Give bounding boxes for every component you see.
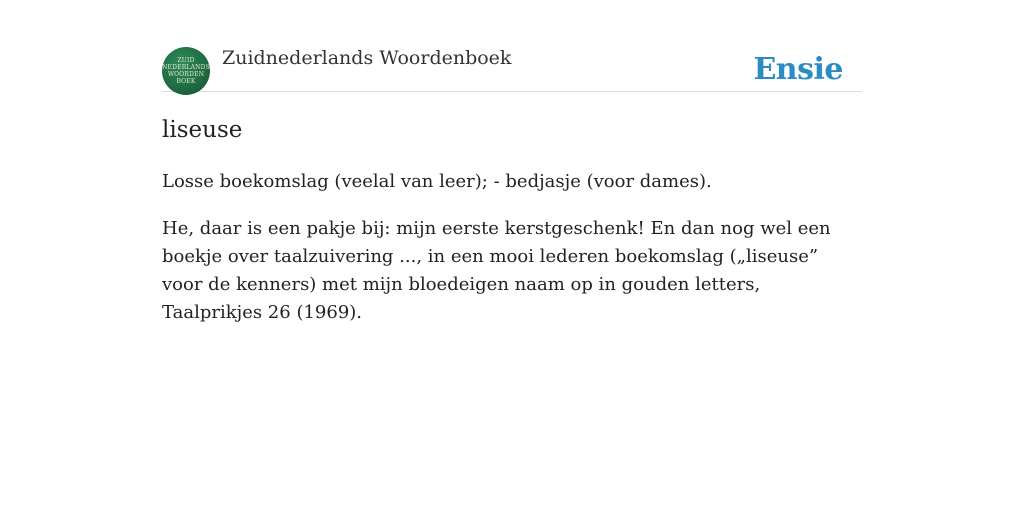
dictionary-logo[interactable] (162, 47, 210, 95)
logo-text-line: WOORDEN (167, 71, 205, 78)
ensie-brand-logo[interactable]: Ensie (753, 52, 843, 87)
logo-text-line: ZUID (177, 57, 195, 64)
logo-text-line: BOEK (176, 78, 196, 85)
entry-definition: Losse boekomslag (veelal van leer); - bedjasje (voor dames). (162, 171, 712, 192)
logo-text-line: NEDERLANDS (162, 64, 210, 71)
source-title-link[interactable]: Zuidnederlands Woordenboek (222, 47, 512, 69)
source-header (162, 46, 862, 92)
entry-example-quote: He, daar is een pakje bij: mijn eerste kerstgeschenk! En dan nog wel een boekje over taalzuivering ..., in een mooi lederen boekomslag („liseuse” voor de kenners) met mijn bloedeigen naam op in gouden letters, Taalprikjes 26 (1969). (162, 218, 831, 323)
entry-headword: liseuse (162, 117, 243, 143)
